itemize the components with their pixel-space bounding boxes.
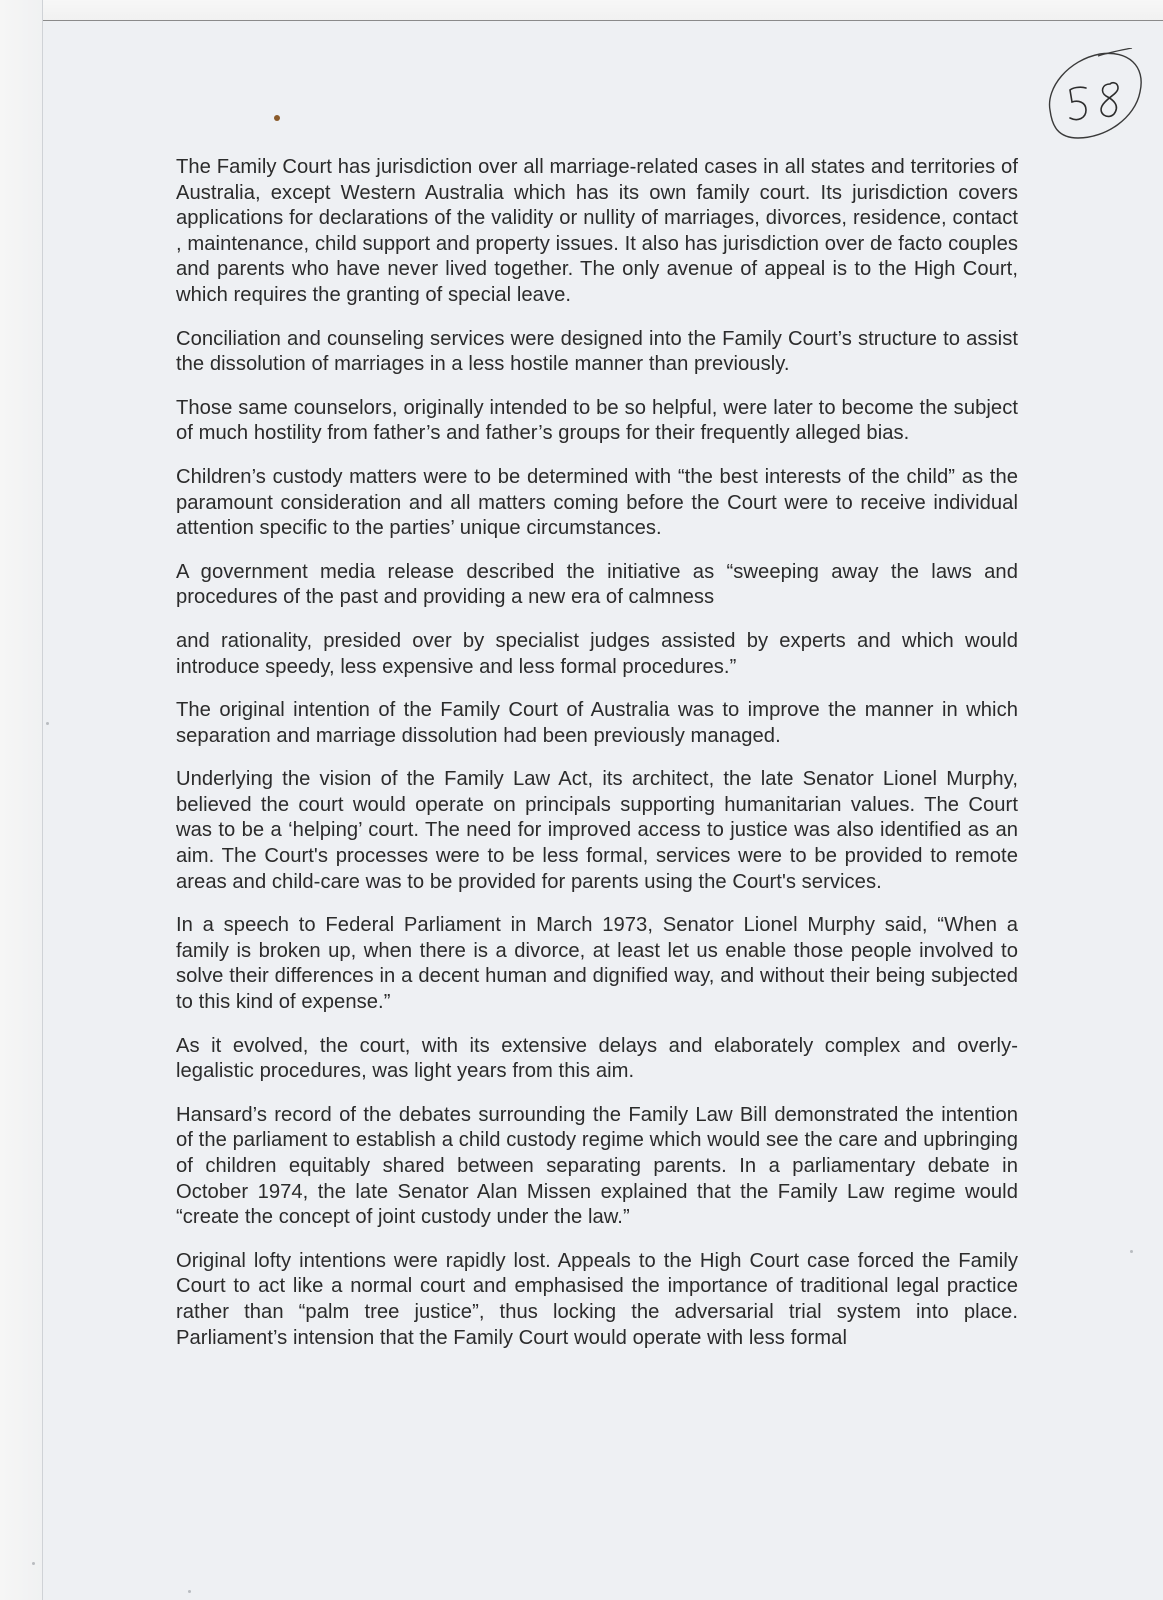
paragraph-jurisdiction: The Family Court has jurisdiction over all marriage-related cases in all states and territories of Australia, except Western Australia which has its own family court. Its jurisdiction covers applications for declarations of the validity or nullity of marriages, divorces, residence, contact , maintenance, child support and property issues. It also has jurisdiction over de facto couples and parents who have never lived together. The only avenue of appeal is to the High Court, which requires the granting of special leave. (176, 156, 1018, 306)
paragraph-original-intention: The original intention of the Family Court of Australia was to improve the manner in which separation and marriage dissolution had been previously managed. (176, 699, 1018, 747)
scan-top-edge (0, 0, 1163, 21)
paragraph-media-release: A government media release described the initiative as “sweeping away the laws and procedures of the past and providing a new era of calmness (176, 560, 1018, 609)
scan-speck (188, 1590, 191, 1593)
paragraph-counselors: Those same counselors, originally intended to be so helpful, were later to become the subject of much hostility from father’s and father’s groups for their frequently alleged bias. (176, 396, 1018, 445)
paragraph-hansard: Hansard’s record of the debates surrounding the Family Law Bill demonstrated the intention of the parliament to establish a child custody regime which would see the care and upbringing of children equitably shared between separating parents. In a parliamentary debate in October 1974, the late Senator Alan Missen explained that the Family Law regime would “create the concept of joint custody under the law.” (176, 1103, 1018, 1229)
paragraph-murphy-speech: In a speech to Federal Parliament in March 1973, Senator Lionel Murphy said, “When a family is broken up, when there is a divorce, at least let us enable those people involved to solve their differences in a decent human and dignified way, and without their being subjected to this kind of expense.” (176, 914, 1018, 1014)
scan-left-edge (0, 0, 43, 1600)
scan-speck (1130, 1250, 1133, 1253)
paragraph-rationality: and rationality, presided over by specialist judges assisted by experts and which would introduce speedy, less expensive and less formal procedures.” (176, 629, 1018, 678)
paragraph-family-law-act: Underlying the vision of the Family Law Act, its architect, the late Senator Lionel Murphy, believed the court would operate on principals supporting humanitarian values. The Court was to be a ‘helping’ court. The need for improved access to justice was also identified as an aim. The Court's processes were to be less formal, services were to be provided to remote areas and child-care was to be provided for parents using the Court's services. (176, 768, 1018, 893)
paragraph-lofty-intentions: Original lofty intentions were rapidly lost. Appeals to the High Court case forced the Family Court to act like a normal court and emphasised the importance of traditional legal practice rather than “palm tree justice”, thus locking the adversarial trial system into place. Parliament’s intension that the Family Court would operate with less formal (176, 1249, 1018, 1349)
paragraph-custody-matters: Children’s custody matters were to be determined with “the best interests of the child” as the paramount consideration and all matters coming before the Court were to receive individual attention specific to the parties’ unique circumstances. (176, 465, 1018, 540)
scan-speck (32, 1562, 35, 1565)
paragraph-evolution: As it evolved, the court, with its extensive delays and elaborately complex and overly-legalistic procedures, was light years from this aim. (176, 1034, 1018, 1083)
document-body (176, 155, 1018, 1369)
scan-speck (46, 722, 49, 725)
handwritten-page-number (1040, 48, 1148, 148)
ink-dot (274, 115, 280, 121)
paragraph-conciliation: Conciliation and counseling services were designed into the Family Court’s structure to assist the dissolution of marriages in a less hostile manner than previously. (176, 327, 1018, 376)
